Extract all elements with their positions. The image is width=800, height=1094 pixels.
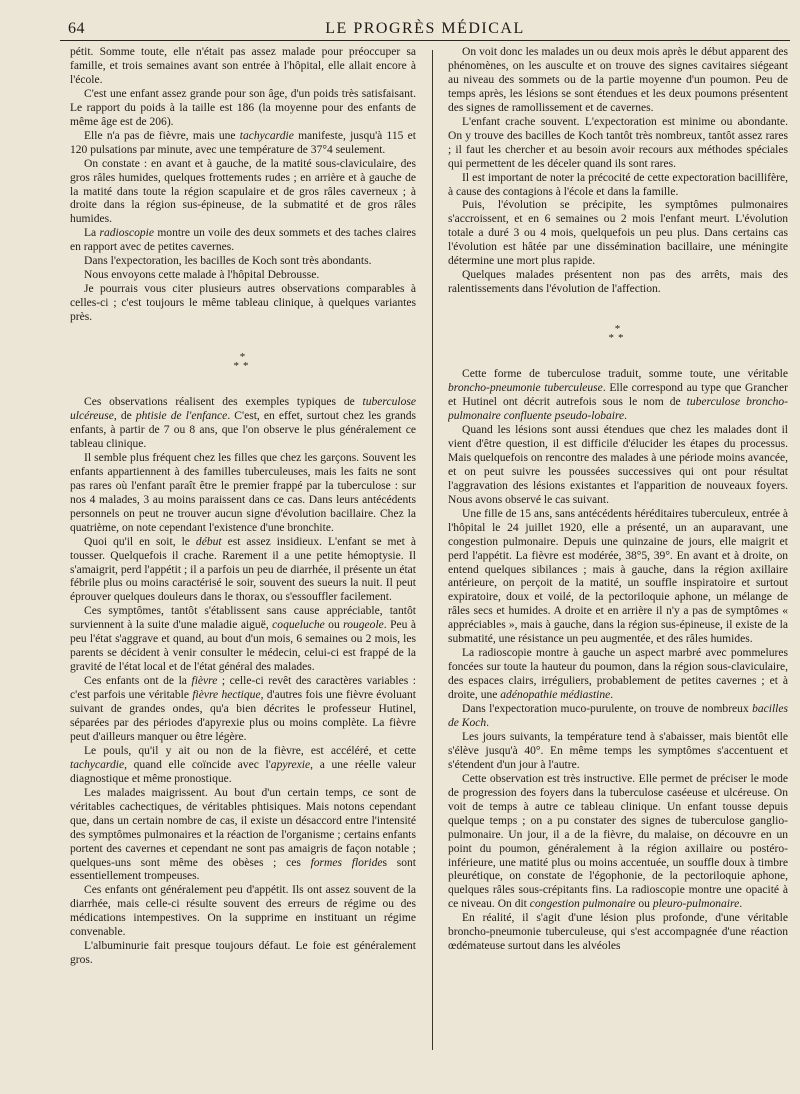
text-run: ou — [324, 619, 344, 632]
text-run: L'albuminurie fait presque toujours défaut. Le foie est généralement gros. — [70, 940, 416, 967]
paragraph — [448, 199, 788, 269]
paragraph — [448, 424, 788, 508]
paragraph — [70, 787, 416, 885]
paragraph — [448, 269, 788, 297]
text-run: Je pourrais vous citer plusieurs autres observations comparables à celles-ci ; c'est toujours le même tableau clinique, à quelques variantes près. — [70, 283, 416, 324]
paragraph — [70, 396, 416, 452]
paragraph — [448, 647, 788, 703]
right-column-lower-text — [448, 368, 788, 954]
text-run: Ces enfants ont généralement peu d'appétit. Ils ont assez souvent de la diarrhée, mais celle-ci résulte souvent des erreurs de régime ou des médications intempestives. On la supprime en instituant un régime convenable. — [70, 884, 416, 939]
italic-term: phtisie de l'enfance — [135, 410, 228, 423]
text-run: . — [486, 716, 490, 729]
text-run: La radioscopie montre à gauche un aspect marbré avec pommelures foncées sur toute la hauteur du poumon, dans la région sous-claviculaire, des espaces clairs, irréguliers, probablement de petites cavernes ; et à droite, une — [448, 647, 788, 702]
text-run: . — [610, 689, 614, 702]
text-run: Le pouls, qu'il y ait ou non de la fièvre, est accéléré, et cette — [84, 744, 416, 757]
text-run: montre un voile des deux sommets et des taches claires en rapport avec de petites cavernes. — [70, 227, 416, 254]
italic-term: rougeole — [343, 619, 384, 632]
text-run: . Elle correspond au type que Grancher et Hutinel ont décrit autrefois sous le nom de — [448, 382, 788, 409]
right-column — [448, 46, 788, 1082]
left-column-lower-text — [70, 396, 416, 968]
separator-asterisk-top: * — [614, 323, 622, 336]
text-run: ; celle-ci revêt des caractères variables : c'est parfois une véritable — [70, 675, 416, 702]
paragraph — [70, 46, 416, 88]
paragraph — [70, 536, 416, 606]
text-run: C'est une enfant assez grande pour son âge, d'un poids très satisfaisant. Le rapport du poids à la taille est 186 (la moyenne pour des enfants de même âge est de 206). — [70, 87, 416, 128]
paragraph — [70, 745, 416, 787]
separator-asterisks-bottom: ** — [233, 360, 253, 373]
italic-term: radioscopie — [99, 227, 155, 240]
text-run: Ces enfants ont de la — [84, 675, 192, 688]
text-run: . — [739, 898, 743, 911]
paragraph — [448, 912, 788, 954]
text-run: En réalité, il s'agit d'une lésion plus profonde, d'une véritable broncho-pneumonie tuberculeuse, qui s'est accompagnée d'une réaction œdémateuse surtout dans les alvéoles — [448, 912, 788, 953]
italic-term: fièvre hectique — [192, 689, 261, 702]
text-run: Ces observations réalisent des exemples typiques de — [84, 396, 363, 409]
text-run: Ces symptômes, tantôt s'établissent sans cause appréciable, tantôt surviennent à la suite d'une maladie aiguë, — [70, 605, 416, 632]
text-run: . C'est, en effet, surtout chez les grands enfants, à partir de 7 ou 8 ans, que l'on observe le plus généralement ce tableau clinique. — [70, 410, 416, 450]
paragraph — [70, 283, 416, 325]
paragraph — [70, 269, 416, 283]
text-run: , de — [113, 410, 136, 423]
text-run: Dans l'expectoration, les bacilles de Koch sont très abondants. — [84, 255, 372, 268]
paragraph — [448, 703, 788, 731]
text-run: Dans l'expectoration muco-purulente, on trouve de nombreux — [462, 703, 753, 716]
paragraph — [70, 158, 416, 228]
italic-term: apyrexie — [270, 758, 311, 771]
text-run: Il semble plus fréquent chez les filles que chez les garçons. Souvent les enfants appartiennent à des familles tuberculeuses, mais les faits ne sont pas rares où l'enfant paraît être le premier frappé par la tuberculose : sur nos 4 malades, 3 au moins paraissent dans ce cas. Dans leurs antécédents personnels on peut ne trouver aucun signe d'évolution bacillaire. Chez la quatrième, on note cependant l'existence d'une bronchite. — [70, 451, 416, 534]
italic-term: pleuro-pulmonaire — [652, 898, 740, 911]
italic-term: bacilles de Koch — [448, 703, 788, 729]
text-run: , d'autres fois une fièvre évoluant suivant de grandes ondes, qu'a bien décrites le professeur Hutinel, séparées par des périodes d'apyrexie plus ou moins complète. La fièvre peut d'ailleurs manquer ou être légère. — [70, 689, 416, 743]
text-run: On constate : en avant et à gauche, de la matité sous-claviculaire, des gros râles humides, quelques frottements rudes ; en arrière et à gauche de la matité dans toute la région scapulaire et de gros râles caverneux ; à droite dans la région sus-épineuse, de la submatité et de gros râles humides. — [70, 157, 416, 226]
paragraph — [448, 508, 788, 648]
page-header — [60, 18, 790, 41]
paragraph — [448, 368, 788, 424]
column-rule — [432, 50, 433, 1050]
left-column — [70, 46, 416, 1082]
text-run: Puis, l'évolution se précipite, les symptômes pulmonaires s'accroissent, et en 6 semaines ou 2 mois l'enfant meurt. L'évolution totale a duré 3 ou 4 mois, quelquefois un peu plus. Dans certains cas l'évolution est hâtée par une dissémination bacillaire, une méningite détermine une mort plus rapide. — [448, 199, 788, 268]
italic-term: coqueluche — [272, 619, 325, 632]
text-run: manifeste, jusqu'à 115 et 120 pulsations par minute, avec une température de 37°4 seulement. — [70, 129, 416, 156]
text-run: , a une réelle valeur diagnostique et même pronostique. — [70, 758, 416, 785]
text-run: , quand elle coïncide avec l' — [124, 758, 271, 771]
italic-term: tachycardie — [239, 129, 294, 142]
italic-term: congestion pulmonaire — [529, 898, 636, 911]
paragraph — [70, 452, 416, 536]
paragraph — [70, 227, 416, 255]
paragraph — [70, 884, 416, 940]
text-run: Une fille de 15 ans, sans antécédents héréditaires tuberculeux, entrée à l'hôpital le 24 juillet 1920, elle a présenté, un an auparavant, une congestion pulmonaire. Depuis une quinzaine de jours, elle maigrit et perd l'appétit. La fièvre est modérée, 38°5, 39°. En avant et à droite, on entend quelques sibilances ; mais à gauche, dans la région axillaire antérieure, on perçoit de la matité, un souffle inspiratoire et surtout expiratoire, doux et voilé, de la pectoriloquie aphone, un mélange de râles secs et humides. A droite et en arrière il n'y a pas de symptômes « appréciables », mais à gauche, dans la région sus-épineuse, il existe de la submatité, une résistance un peu augmentée, et des râles humides. — [448, 507, 788, 646]
text-run: Elle n'a pas de fièvre, mais une — [84, 129, 240, 142]
paragraph — [448, 773, 788, 913]
italic-term: tuberculose broncho-pulmonaire confluente pseudo-lobaire — [448, 396, 788, 423]
paragraph — [70, 675, 416, 745]
italic-term: adénopathie médiastine — [500, 689, 611, 702]
text-run: Quelques malades présentent non pas des arrêts, mais des ralentissements dans l'évolution de l'affection. — [448, 269, 788, 296]
italic-term: fièvre — [191, 675, 218, 688]
left-column-upper-text — [70, 46, 416, 325]
italic-term: début — [195, 535, 222, 548]
paragraph — [448, 172, 788, 200]
paragraph — [448, 116, 788, 172]
text-run: Nous envoyons cette malade à l'hôpital Debrousse. — [84, 269, 320, 282]
text-run: s sont essentiellement trompeuses. — [70, 856, 416, 883]
text-run: Les malades maigrissent. Au bout d'un certain temps, ce sont de véritables cachectiques, de véritables phtisiques. Mais notons cependant que, dans un certain nombre de cas, il existe un désaccord entre l'intensité des symptômes pulmonaires et la réaction de l'organisme ; certains enfants portent des cavernes et cependant ne sont pas amaigris de façon notable ; quelques-uns sont même des obèses ; ces — [70, 786, 416, 869]
text-run: ou — [635, 898, 653, 911]
paragraph — [70, 255, 416, 269]
paragraph — [70, 130, 416, 158]
separator-asterisks-bottom: ** — [608, 332, 628, 345]
italic-term: formes floride — [310, 856, 383, 869]
text-run: . — [624, 410, 628, 423]
page-number: 64 — [68, 20, 85, 37]
italic-term: tuberculose ulcéreuse — [70, 396, 416, 423]
section-separator — [448, 323, 788, 344]
text-run: Les jours suivants, la température tend à s'abaisser, mais bientôt elle s'élève jusqu'à 40°. En même temps les symptômes s'accentuent et s'étendent d'un jour à l'autre. — [448, 730, 788, 771]
italic-term: broncho-pneumonie tuberculeuse — [448, 382, 603, 395]
section-separator — [70, 351, 416, 372]
paragraph — [448, 46, 788, 116]
text-run: Il est important de noter la précocité de cette expectoration bacillifère, à cause des contagions à l'école et dans la famille. — [448, 171, 788, 198]
text-run: L'enfant crache souvent. L'expectoration est minime ou abondante. On y trouve des bacilles de Koch tantôt très nombreux, tantôt assez rares ; il faut les chercher et au besoin avoir recours aux méthodes spéciales qui permettent de les déceler quand ils sont rares. — [448, 115, 788, 170]
paragraph — [70, 940, 416, 968]
running-title: LE PROGRÈS MÉDICAL — [325, 20, 525, 37]
text-run: pétit. Somme toute, elle n'était pas assez malade pour préoccuper sa famille, et trois semaines avant son entrée à l'hôpital, elle allait encore à l'école. — [70, 46, 416, 86]
text-run: . Peu à peu l'état s'aggrave et quand, au bout d'un mois, 6 semaines ou 2 mois, les parents se décident à venir consulter le médecin, celui-ci est frappé de la gravité de l'état local et de l'état général des malades. — [70, 619, 416, 674]
text-run: Cette forme de tuberculose traduit, somme toute, une véritable — [462, 368, 788, 381]
paragraph — [70, 88, 416, 130]
italic-term: tachycardie — [70, 758, 125, 771]
text-run: Quand les lésions sont aussi étendues que chez les malades dont il vient d'être question, il est difficile d'élucider les étapes du processus. Mais quelquefois on rencontre des malades à une période moins avancée, et on peut suivre les poussées successives qui ont pour résultat l'aggravation des lésions existantes et l'apparition de nouveaux foyers. Nous avons observé le cas suivant. — [448, 423, 788, 506]
text-run: est assez insidieux. L'enfant se met à tousser. Quelquefois il crache. Rarement il a une petite hémoptysie. Il s'amaigrit, perd l'appétit ; il a parfois un peu de diarrhée, il présente un état fébrile plus ou moins caractérisé le soir, souvent des sueurs la nuit. Il peut éprouver quelques douleurs dans le thorax, ou s'essouffler facilement. — [70, 535, 416, 604]
separator-asterisk-top: * — [239, 351, 247, 364]
text-run: Cette observation est très instructive. Elle permet de préciser le mode de progression des foyers dans la tuberculose caséeuse et ulcéreuse. On voit de temps à autre ce tableau clinique. Un enfant tousse depuis quelque temps ; on a pu constater des signes de tuberculose ganglio-pulmonaire. Un jour, il a de la fièvre, du malaise, on découvre en un point du poumon, généralement à la région axillaire ou postéro-inférieure, une matité plus ou moins accentuée, un souffle doux à timbre pleurétique, on constate de l'égophonie, de la pectoriloquie aphone, quelques râles sous-crépitants fins. La radioscopie montre une opacité à ce niveau. On dit — [448, 772, 788, 911]
right-column-upper-text — [448, 46, 788, 297]
text-run: Quoi qu'il en soit, le — [84, 535, 196, 548]
paragraph — [448, 731, 788, 773]
paragraph — [70, 605, 416, 675]
text-run: On voit donc les malades un ou deux mois après le début apparent des phénomènes, on les ausculte et on trouve des signes cavitaires siégeant au niveau des sommets ou de la partie moyenne d'un poumon. Peu de temps après, les lésions se sont étendues et les deux poumons présentent des signes de ramollissement et de cavernes. — [448, 46, 788, 114]
text-run: La — [84, 227, 100, 240]
